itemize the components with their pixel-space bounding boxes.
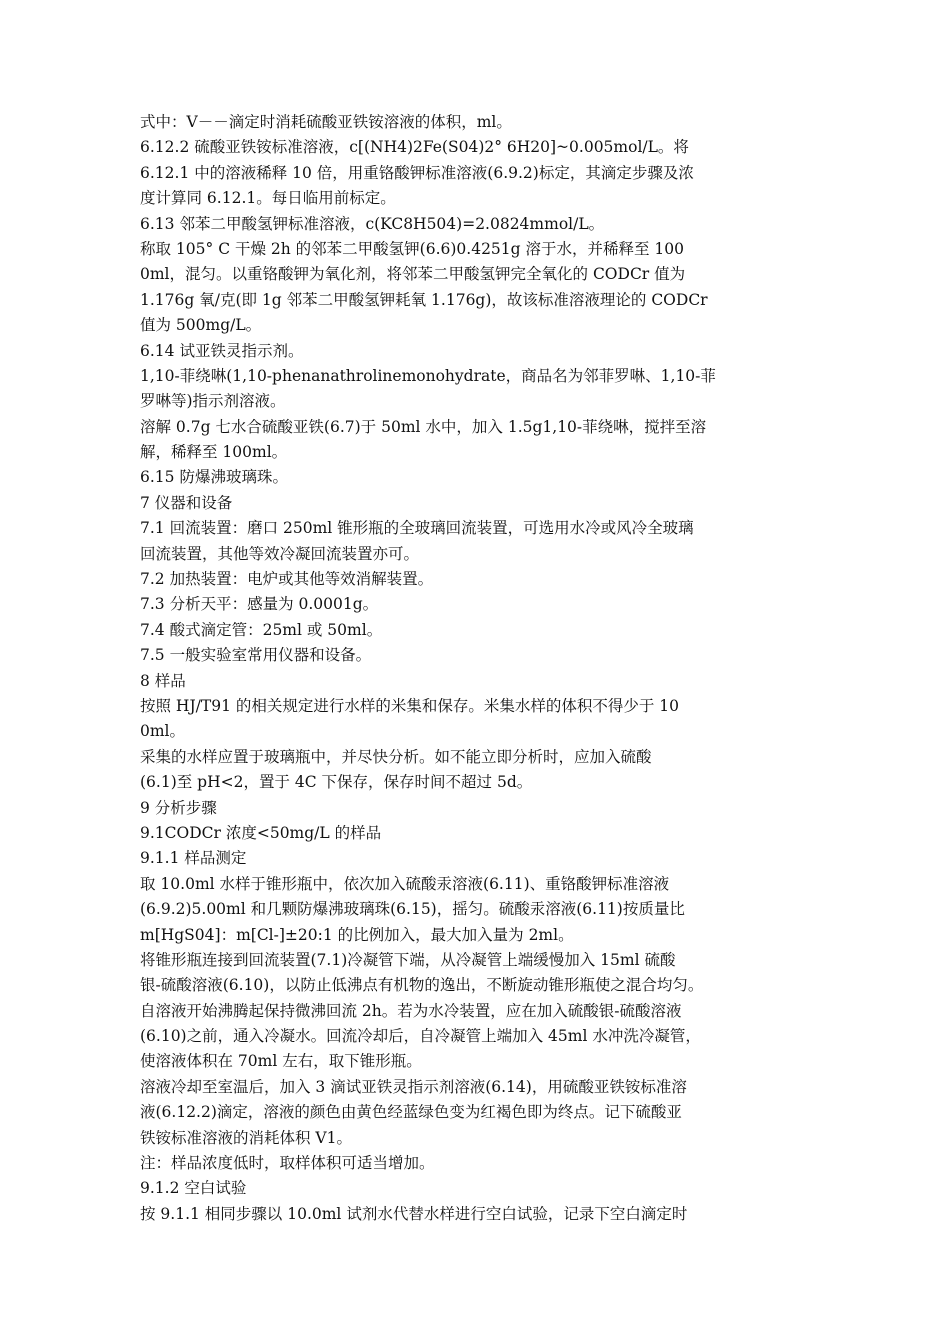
text-line: 自溶液开始沸腾起保持微沸回流 2h。若为水冷装置，应在加入硫酸银-硫酸溶液 xyxy=(140,1001,682,1020)
text-line: 度计算同 6.12.1。每日临用前标定。 xyxy=(140,189,396,208)
text-line: 7.1 回流装置：磨口 250ml 锥形瓶的全玻璃回流装置，可选用水冷或风冷全玻璃 xyxy=(140,519,694,538)
text-line: (6.1)至 pH<2，置于 4C 下保存，保存时间不超过 5d。 xyxy=(140,773,533,792)
text-line: 式中：V－－滴定时消耗硫酸亚铁铵溶液的体积，ml。 xyxy=(140,113,512,131)
text-line: 溶解 0.7g 七水合硫酸亚铁(6.7)于 50ml 水中，加入 1.5g1,10-菲绕啉，搅拌至溶 xyxy=(140,417,707,436)
text-line: 9.1.1 样品测定 xyxy=(140,849,247,868)
text-line: 6.15 防爆沸玻璃珠。 xyxy=(140,468,288,487)
text-line: 6.14 试亚铁灵指示剂。 xyxy=(140,341,304,360)
text-line: 7.4 酸式滴定管：25ml 或 50ml。 xyxy=(140,620,383,639)
text-line: 0ml，混匀。以重铬酸钾为氧化剂，将邻苯二甲酸氢钾完全氧化的 CODCr 值为 xyxy=(140,265,686,284)
text-line: 8 样品 xyxy=(140,671,186,690)
text-line: 6.12.2 硫酸亚铁铵标准溶液，c[(NH4)2Fe(S04)2° 6H20]~0.005mol/L。将 xyxy=(140,138,689,157)
text-line: 7 仪器和设备 xyxy=(140,493,233,512)
text-line: 回流装置，其他等效冷凝回流装置亦可。 xyxy=(140,544,420,563)
text-line: 称取 105° C 干燥 2h 的邻苯二甲酸氢钾(6.6)0.4251g 溶于水，并稀释至 100 xyxy=(140,239,685,258)
text-line: 0ml。 xyxy=(140,722,186,741)
text-line: 注：样品浓度低时，取样体积可适当增加。 xyxy=(140,1154,435,1173)
text-line: 银-硫酸溶液(6.10)，以防止低沸点有机物的逸出，不断旋动锥形瓶使之混合均匀。 xyxy=(140,976,704,995)
text-line: 6.12.1 中的溶液稀释 10 倍，用重铬酸钾标准溶液(6.9.2)标定，其滴定步骤及浓 xyxy=(140,163,694,182)
text-line: 罗啉等)指示剂溶液。 xyxy=(140,392,286,411)
text-line: 1,10-菲绕啉(1,10-phenanathrolinemonohydrate，商品名为邻菲罗啉、1,10-菲 xyxy=(140,366,716,385)
text-line: (6.9.2)5.00ml 和几颗防爆沸玻璃珠(6.15)，摇匀。硫酸汞溶液(6.11)按质量比 xyxy=(140,900,685,919)
text-line: 按 9.1.1 相同步骤以 10.0ml 试剂水代替水样进行空白试验，记录下空白滴定时 xyxy=(140,1204,688,1223)
text-line: 液(6.12.2)滴定，溶液的颜色由黄色经蓝绿色变为红褐色即为终点。记下硫酸亚 xyxy=(140,1103,682,1122)
document-body xyxy=(140,110,830,1227)
text-line: (6.10)之前，通入冷凝水。回流冷却后，自冷凝管上端加入 45ml 水冲洗冷凝管， xyxy=(140,1027,701,1046)
text-line: 1.176g 氧/克(即 1g 邻苯二甲酸氢钾耗氧 1.176g)，故该标准溶液理论的 CODCr xyxy=(140,290,708,309)
text-line: m[HgS04]：m[Cl-]±20:1 的比例加入，最大加入量为 2ml。 xyxy=(140,925,574,944)
text-line: 9.1CODCr 浓度<50mg/L 的样品 xyxy=(140,823,382,842)
text-line: 采集的水样应置于玻璃瓶中，并尽快分析。如不能立即分析时，应加入硫酸 xyxy=(140,747,652,766)
text-line: 6.13 邻苯二甲酸氢钾标准溶液，c(KC8H504)=2.0824mmol/L。 xyxy=(140,214,605,233)
text-line: 9 分析步骤 xyxy=(140,798,217,817)
text-line: 按照 HJ/T91 的相关规定进行水样的米集和保存。米集水样的体积不得少于 10 xyxy=(140,696,680,715)
text-line: 解，稀释至 100ml。 xyxy=(140,443,288,462)
text-line: 铁铵标准溶液的消耗体积 V1。 xyxy=(140,1128,352,1147)
text-line: 7.3 分析天平：感量为 0.0001g。 xyxy=(140,595,379,614)
text-line: 使溶液体积在 70ml 左右，取下锥形瓶。 xyxy=(140,1052,422,1071)
text-line: 取 10.0ml 水样于锥形瓶中，依次加入硫酸汞溶液(6.11)、重铬酸钾标准溶液 xyxy=(140,874,670,893)
text-line: 值为 500mg/L。 xyxy=(140,316,262,335)
text-line: 将锥形瓶连接到回流装置(7.1)冷凝管下端，从冷凝管上端缓慢加入 15ml 硫酸 xyxy=(140,950,676,969)
text-line: 7.2 加热装置：电炉或其他等效消解装置。 xyxy=(140,570,434,589)
text-line: 溶液冷却至室温后，加入 3 滴试亚铁灵指示剂溶液(6.14)，用硫酸亚铁铵标准溶 xyxy=(140,1077,687,1096)
text-line: 9.1.2 空白试验 xyxy=(140,1179,247,1198)
text-line: 7.5 一般实验室常用仪器和设备。 xyxy=(140,646,372,665)
